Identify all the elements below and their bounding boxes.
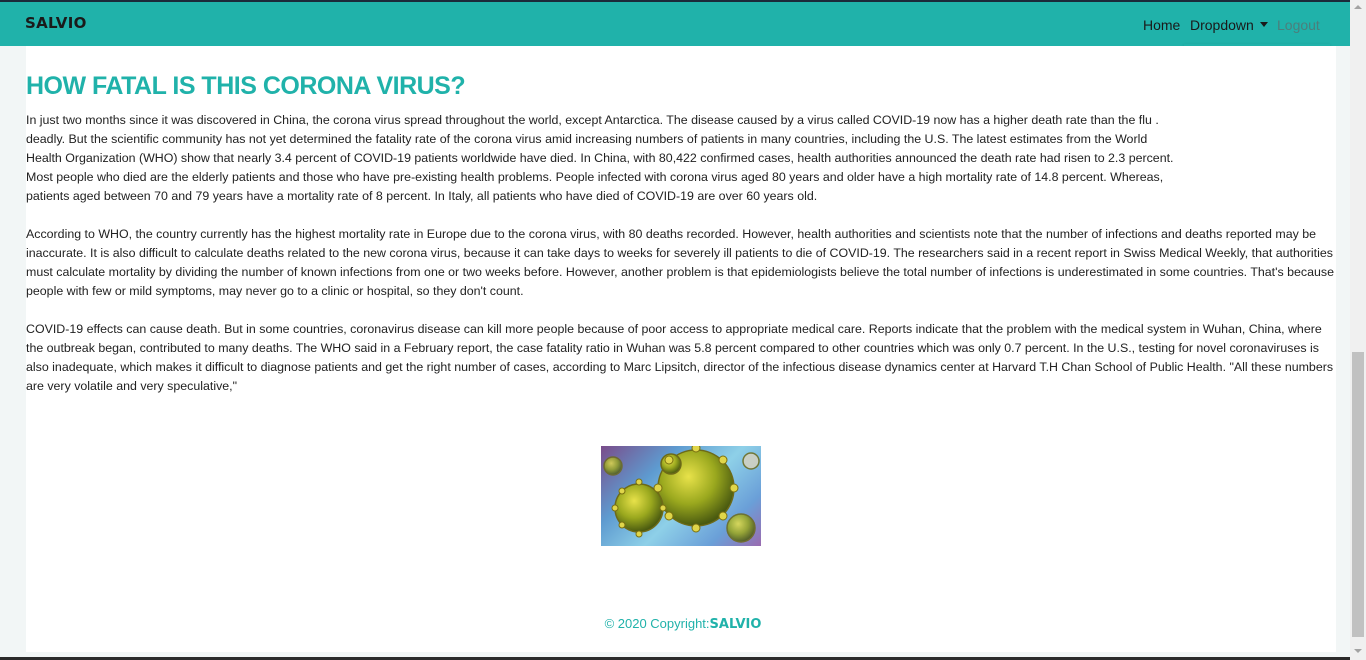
page-footer — [0, 616, 1366, 632]
vertical-scrollbar[interactable] — [1350, 0, 1366, 660]
article-paragraph: According to WHO, the country currently has the highest mortality rate in Europe due to the corona virus, with 80 deaths recorded. However, health authorities and scientists note that the number of infections and deaths reported may be inaccurate. It is also difficult to calculate deaths related to the new corona virus, because it can take days to weeks for severely ill patients to die of COVID-19. The researchers said in a recent report in Swiss Medical Weekly, that authorities must calculate mortality by dividing the number of known infections from one or two weeks before. However, another problem is that epidemiologists believe the total number of infections is underestimated in some countries. That's because people with few or mild symptoms, may never go to a clinic or hospital, so they don't count. — [26, 227, 1334, 298]
scroll-down-icon[interactable] — [1354, 649, 1362, 653]
article-title: HOW FATAL IS THIS CORONA VIRUS? — [26, 72, 466, 100]
footer-copyright: © 2020 Copyright: — [604, 616, 710, 631]
nav-logout-link[interactable]: Logout — [1277, 17, 1320, 33]
top-navbar — [0, 0, 1350, 46]
nav-home-link[interactable]: Home — [1143, 17, 1181, 33]
nav-dropdown-label: Dropdown — [1190, 17, 1254, 33]
footer-brand[interactable]: SALVIO — [709, 617, 762, 632]
coronavirus-illustration — [601, 446, 761, 546]
coronavirus-image — [601, 446, 761, 546]
nav-dropdown-toggle[interactable] — [1190, 17, 1268, 33]
scroll-thumb[interactable] — [1352, 352, 1364, 637]
caret-down-icon — [1260, 22, 1268, 27]
brand-logo[interactable]: SALVIO — [25, 14, 87, 32]
scroll-up-icon[interactable] — [1354, 5, 1362, 9]
article-paragraph: COVID-19 effects can cause death. But in some countries, coronavirus disease can kill more people because of poor access to appropriate medical care. Reports indicate that the problem with the medical system in Wuhan, China, where the outbreak began, contributed to many deaths. The WHO said in a February report, the case fatality ratio in Wuhan was 5.8 percent compared to other countries which was only 0.7 percent. In the U.S., testing for novel coronaviruses is also inadequate, which makes it difficult to diagnose patients and get the right number of cases, according to Marc Lipsitch, director of the infectious disease dynamics center at Harvard T.H Chan School of Public Health. "All these numbers are very volatile and very speculative," — [26, 322, 1334, 393]
article-paragraph: In just two months since it was discovered in China, the corona virus spread throughout the world, except Antarctica. The disease caused by a virus called COVID-19 now has a higher death rate than the flu . deadly. But the scientific community has not yet determined the fatality rate of the corona virus amid increasing numbers of patients in many countries, including the U.S. The latest estimates from the World Health Organization (WHO) show that nearly 3.4 percent of COVID-19 patients worldwide have died. In China, with 80,422 confirmed cases, health authorities announced the death rate had risen to 2.3 percent. Most people who died are the elderly patients and those who have pre-existing health problems. People infected with corona virus aged 80 years and older have a high mortality rate of 14.8 percent. Whereas, patients aged between 70 and 79 years have a mortality rate of 8 percent. In Italy, all patients who have died of COVID-19 are over 60 years old. — [26, 113, 1174, 203]
